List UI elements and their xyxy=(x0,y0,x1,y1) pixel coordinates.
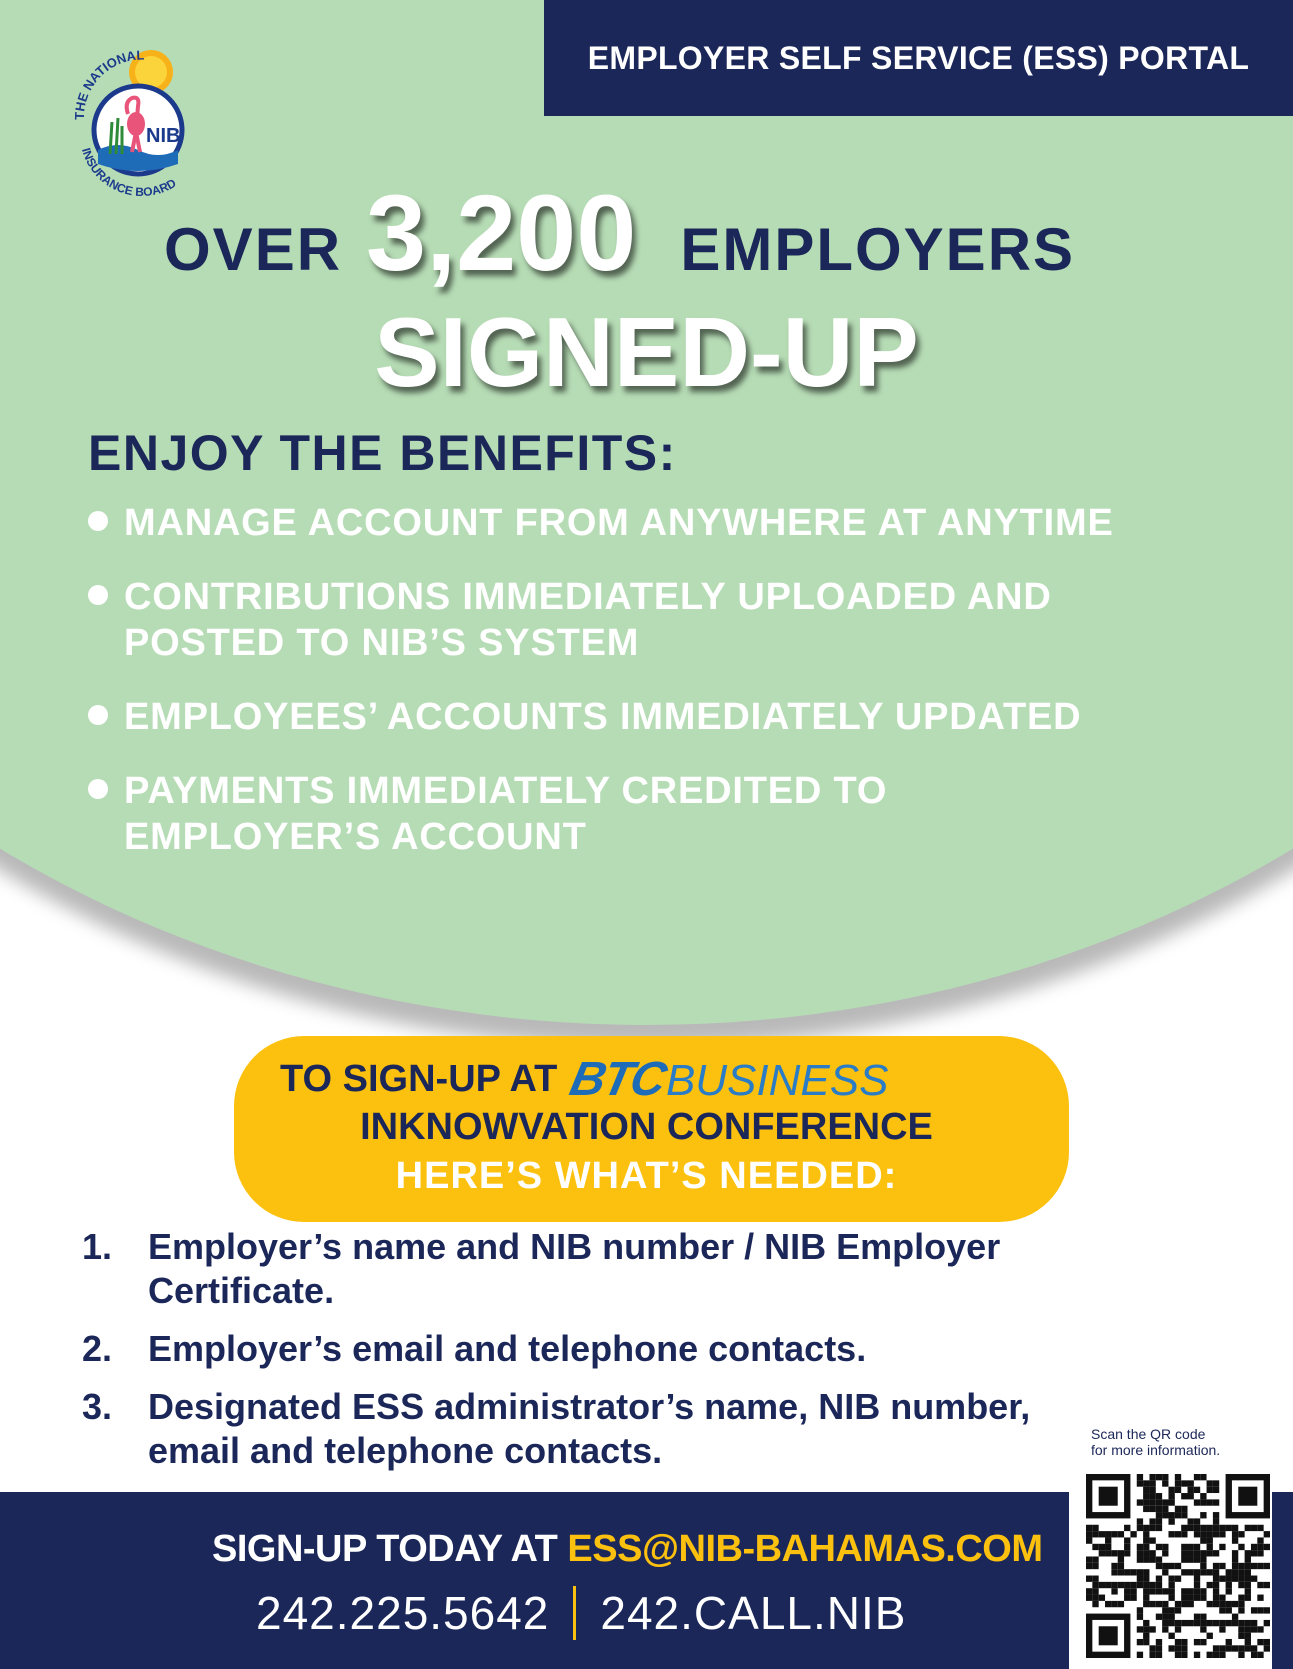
phone-number-2[interactable]: 242.CALL.NIB xyxy=(600,1587,907,1639)
benefits-title: ENJOY THE BENEFITS: xyxy=(88,425,677,481)
requirement-line: email and telephone contacts. xyxy=(148,1430,663,1471)
benefit-item xyxy=(84,768,1264,860)
headline xyxy=(0,170,1293,420)
qr-code-icon[interactable] xyxy=(1086,1474,1270,1658)
benefit-line: POSTED TO NIB’S SYSTEM xyxy=(124,622,640,664)
requirement-line: Certificate. xyxy=(148,1270,335,1311)
headline-prefix: OVER xyxy=(164,216,343,283)
headline-row-1 xyxy=(164,170,1075,295)
requirement-number: 2. xyxy=(82,1328,113,1369)
footer-signup-prefix: SIGN-UP TODAY AT xyxy=(212,1528,558,1570)
qr-caption xyxy=(1091,1426,1281,1458)
benefit-line: PAYMENTS IMMEDIATELY CREDITED TO xyxy=(124,770,888,812)
footer-phone-line xyxy=(256,1586,906,1640)
requirement-line: Employer’s name and NIB number / NIB Employer xyxy=(148,1226,1001,1267)
qr-caption-line: Scan the QR code xyxy=(1091,1426,1206,1442)
portal-header-bar xyxy=(544,0,1293,116)
bullet-icon xyxy=(88,511,108,531)
phone-number-1[interactable]: 242.225.5642 xyxy=(256,1587,550,1639)
btc-business-word: BUSINESS xyxy=(665,1056,889,1105)
requirement-item xyxy=(78,1225,1098,1313)
logo-bottom-text: INSURANCE BOARD xyxy=(79,146,179,200)
bullet-icon xyxy=(88,705,108,725)
headline-suffix: EMPLOYERS xyxy=(680,216,1076,283)
benefit-item xyxy=(84,574,1264,666)
benefits-list xyxy=(84,500,1264,888)
requirement-item xyxy=(78,1385,1098,1473)
benefit-item xyxy=(84,500,1264,546)
benefit-line: EMPLOYEES’ ACCOUNTS IMMEDIATELY UPDATED xyxy=(124,696,1082,738)
whats-needed-heading: HERE’S WHAT’S NEEDED: xyxy=(395,1155,898,1197)
btc-business-logo xyxy=(565,1052,889,1107)
logo-top-text: THE NATIONAL xyxy=(71,47,145,121)
headline-signed-up: SIGNED-UP xyxy=(374,297,919,407)
requirement-item xyxy=(78,1327,1098,1371)
qr-caption-line: for more information. xyxy=(1091,1442,1221,1458)
benefit-line: MANAGE ACCOUNT FROM ANYWHERE AT ANYTIME xyxy=(124,502,1114,544)
bullet-icon xyxy=(88,585,108,605)
requirement-number: 3. xyxy=(82,1386,113,1427)
benefit-line: CONTRIBUTIONS IMMEDIATELY UPLOADED AND xyxy=(124,576,1052,618)
benefit-line: EMPLOYER’S ACCOUNT xyxy=(124,816,587,858)
signup-email-link[interactable]: ESS@NIB-BAHAMAS.COM xyxy=(567,1528,1043,1570)
bullet-icon xyxy=(88,779,108,799)
requirement-line: Designated ESS administrator’s name, NIB number, xyxy=(148,1386,1031,1427)
btc-mark: BTC xyxy=(565,1053,670,1106)
footer-signup-line xyxy=(212,1528,1043,1571)
phone-divider xyxy=(573,1586,576,1640)
employer-count: 3,200 xyxy=(366,172,637,293)
requirement-line: Employer’s email and telephone contacts. xyxy=(148,1328,867,1369)
logo-center-text: NIB xyxy=(146,125,181,147)
signup-pill-line-1 xyxy=(280,1052,888,1107)
benefit-item xyxy=(84,694,1264,740)
portal-title: EMPLOYER SELF SERVICE (ESS) PORTAL xyxy=(587,39,1250,76)
requirements-list xyxy=(78,1225,1098,1487)
requirement-number: 1. xyxy=(82,1226,113,1267)
signup-prefix: TO SIGN-UP AT xyxy=(280,1058,558,1100)
conference-name: INKNOWVATION CONFERENCE xyxy=(360,1106,933,1148)
